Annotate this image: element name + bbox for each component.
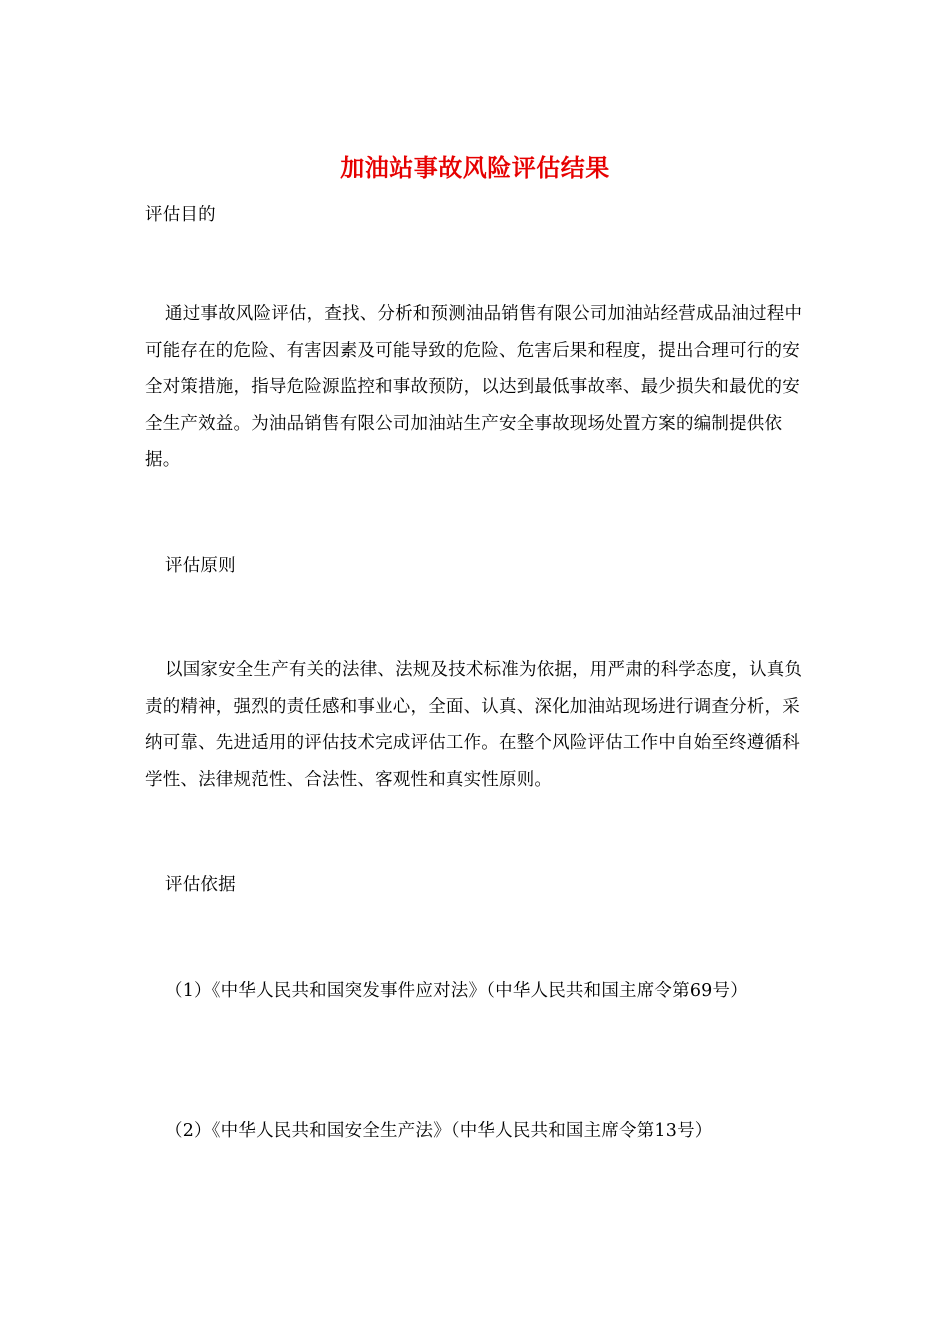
principle-heading: 评估原则 bbox=[165, 556, 236, 576]
principle-paragraph: 以国家安全生产有关的法律、法规及技术标准为依据，用严肃的科学态度，认真负责的精神，强烈的责任感和事业心，全面、认真、深化加油站现场进行调查分析，采纳可靠、先进适用的评估技术完成评估工作。在整个风险评估工作中自始至终遵循科学性、法律规范性、合法性、客观性和真实性原则。 bbox=[145, 660, 803, 790]
basis-item: （2）《中华人民共和国安全生产法》（中华人民共和国主席令第13号） bbox=[165, 1121, 713, 1141]
purpose-paragraph: 通过事故风险评估，查找、分析和预测油品销售有限公司加油站经营成品油过程中可能存在的危险、有害因素及可能导致的危险、危害后果和程度，提出合理可行的安全对策措施，指导危险源监控和事故预防，以达到最低事故率、最少损失和最优的安全生产效益。为油品销售有限公司加油站生产安全事故现场处置方案的编制提供依据。 bbox=[145, 304, 803, 470]
document-title: 加油站事故风险评估结果 bbox=[340, 153, 610, 182]
basis-heading: 评估依据 bbox=[165, 875, 236, 895]
purpose-heading: 评估目的 bbox=[145, 205, 216, 225]
basis-item: （1）《中华人民共和国突发事件应对法》（中华人民共和国主席令第69号） bbox=[165, 981, 748, 1001]
